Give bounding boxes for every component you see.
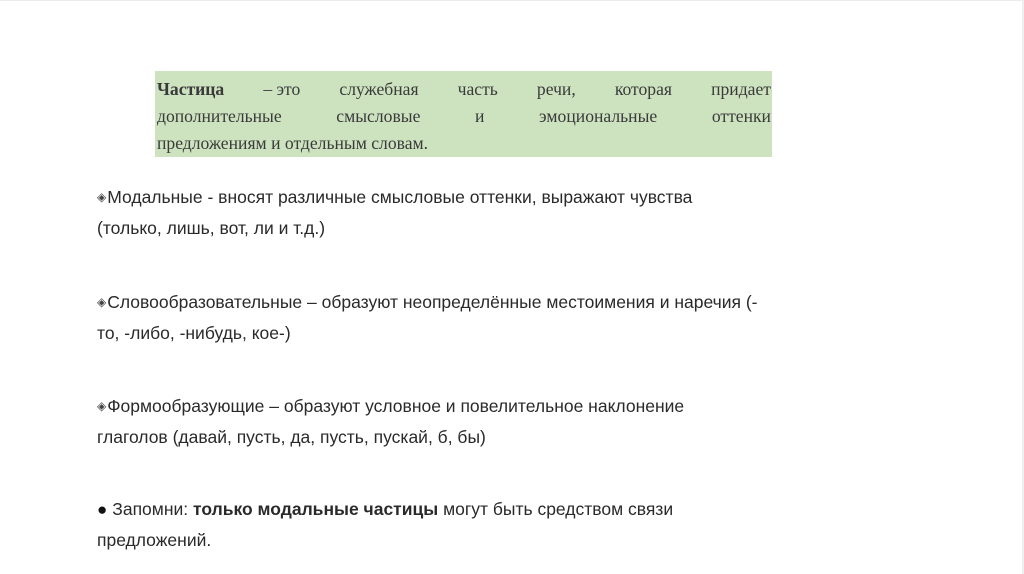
- definition-word: смысловые: [336, 106, 421, 126]
- diamond-bullet-icon: ◈: [97, 295, 107, 309]
- definition-word: дополнительные: [157, 106, 282, 126]
- definition-box: [155, 71, 772, 157]
- definition-word: часть: [457, 79, 498, 99]
- definition-line-3: [157, 130, 771, 157]
- definition-word: предложениям и отдельным словам.: [157, 133, 429, 153]
- diamond-bullet-icon: ◈: [97, 399, 107, 413]
- slide-border-top: [0, 0, 1024, 1]
- dot-bullet-icon: ●: [97, 500, 108, 519]
- definition-word: которая: [614, 79, 672, 99]
- definition-word: эмоциональные: [539, 106, 658, 126]
- note-suffix: могут быть средством связи: [438, 499, 674, 519]
- list-item-text: (только, лишь, вот, ли и т.д.): [97, 218, 326, 238]
- definition-word: – это: [263, 79, 301, 99]
- note-prefix: Запомни:: [112, 499, 193, 519]
- definition-word: речи,: [536, 79, 576, 99]
- definition-word: оттенки: [711, 106, 771, 126]
- note-text: предложений.: [97, 530, 212, 550]
- list-item-text: то, -либо, -нибудь, кое-): [97, 323, 291, 343]
- list-item-text: Словообразовательные – образуют неопределённые местоимения и наречия (-: [107, 292, 758, 312]
- list-item-text: Формообразующие – образуют условное и повелительное наклонение: [107, 396, 685, 416]
- list-item-form-building: [97, 391, 684, 453]
- diamond-bullet-icon: ◈: [97, 190, 107, 204]
- definition-word: придает: [711, 79, 771, 99]
- note-remember: [97, 494, 673, 556]
- list-item-text: глаголов (давай, пусть, да, пусть, пускай, б, бы): [97, 427, 486, 447]
- definition-line-2: [157, 103, 771, 130]
- list-item-modal: [97, 182, 692, 244]
- definition-word: служебная: [339, 79, 419, 99]
- definition-term: Частица: [157, 79, 225, 99]
- definition-word: и: [475, 106, 485, 126]
- list-item-word-forming: [97, 287, 758, 349]
- definition-line-1: [157, 76, 771, 103]
- note-emphasis: только модальные частицы: [193, 499, 439, 519]
- list-item-text: Модальные - вносят различные смысловые оттенки, выражают чувства: [107, 187, 693, 207]
